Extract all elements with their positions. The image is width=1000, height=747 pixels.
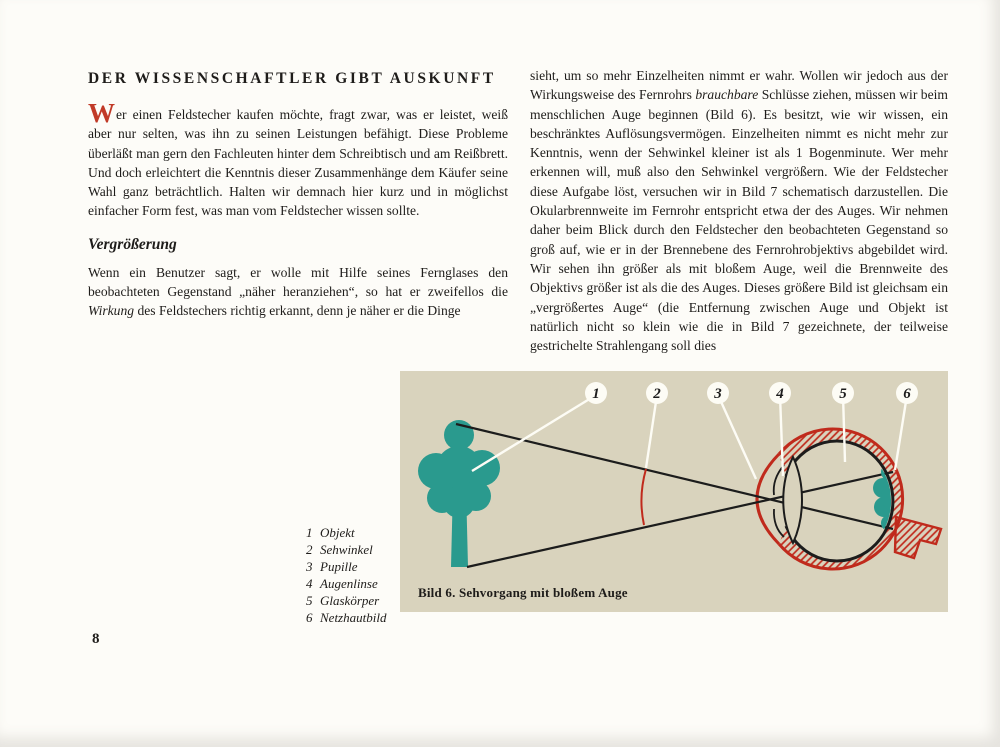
legend-item-label: Pupille — [320, 558, 358, 574]
drop-cap-initial: W — [88, 98, 116, 128]
legend-item — [306, 593, 386, 610]
right-column-seg1: sieht, um so mehr Einzelheiten nimmt er wahr. Wollen wir jedoch aus der Wirkungsweise des Fernrohrs — [530, 68, 948, 103]
callout-numbers — [592, 386, 911, 402]
legend-item-number: 6 — [306, 609, 313, 625]
left-column — [88, 70, 508, 321]
optic-nerve — [895, 517, 941, 558]
legend-item-label: Netzhautbild — [320, 609, 387, 625]
magnification-paragraph — [88, 263, 508, 321]
legend-item-number: 3 — [306, 558, 313, 574]
legend-item — [306, 525, 386, 542]
figure-bild6-panel — [400, 371, 948, 612]
visual-angle-arc — [641, 469, 646, 525]
callout-number-6: 6 — [903, 386, 911, 402]
legend-item-number: 2 — [306, 541, 313, 557]
subsection-heading-vergroesserung: Vergrößerung — [88, 235, 177, 253]
legend-item-label: Sehwinkel — [320, 541, 373, 557]
legend-item — [306, 576, 386, 593]
legend-item — [306, 559, 386, 576]
right-column — [530, 66, 948, 355]
right-column-paragraph — [530, 66, 948, 355]
legend-item-label: Objekt — [320, 525, 355, 540]
intro-paragraph-text: er einen Feldstecher kaufen möchte, fragt zwar, was er leistet, weiß aber nur selten, was ihn zu seinen Leistungen befähigt. Diese Probleme überläßt man gern den Fachleuten hinter dem Schreibtisch und am Reißbrett. Und doch erleichtert die Kenntnis dieser Zusammenhänge dem Käufer seine Wahl ganz beträchtlich. Halten wir demnach hier kurz und in möglichst einfacher Form fest, was man vom Feldstecher wissen sollte. — [88, 107, 508, 219]
magnification-paragraph-seg2: des Feldstechers richtig erkannt, denn je näher er die Dinge — [134, 303, 461, 319]
magnification-paragraph-italic: Wirkung — [88, 303, 135, 319]
legend-item-number: 1 — [306, 525, 313, 540]
page-number: 8 — [92, 631, 100, 647]
eye-diagram — [400, 371, 948, 612]
legend-item-number: 4 — [306, 575, 313, 591]
callout-circles — [585, 382, 918, 404]
legend-item-label: Glaskörper — [320, 592, 380, 608]
section-heading: DER WISSENSCHAFTLER GIBT AUSKUNFT — [88, 70, 496, 87]
legend-item — [306, 610, 386, 627]
intro-paragraph — [88, 98, 508, 221]
right-column-seg2: Schlüsse ziehen, müssen wir beim menschlichen Auge beginnen (Bild 6). Es besitzt, wie wir wissen, ein beschränktes Auflösungsvermögen. Einzelheiten nimmt es nicht mehr zur Kenntnis, wenn der Sehwinkel kleiner ist als 1 Bogenminute. Wer mehr erkennen will, muß also den Sehwinkel vergrößern. Wie der Feldstecher diese Aufgabe löst, versuchen wir in Bild 7 schematisch darzustellen. Die Okularbrennweite im Fernrohr entspricht etwa der des Auges. Wir nehmen daher beim Blick durch den Feldstecher den beobachteten Gegenstand so groß auf, wie er in der Brennebene des Fernrohrobjektivs abgebildet wird. Wir sehen ihn größer als mit bloßem Auge, weil die Brennweite des Objektivs größer ist als die des Auges. Dieses größere Bild ist gleichsam ein „vergrößertes Auge“ (die Entfernung zwischen Auge und Objekt ist natürlich nicht so klein wie die in Bild 7 gezeichnete, der teilweise gestrichelte Strahlengang soll dies — [530, 87, 948, 354]
callout-number-2: 2 — [653, 386, 661, 402]
magnification-paragraph-seg1: Wenn ein Benutzer sagt, er wolle mit Hilfe seines Fernglases den beobachteten Gegenstand „näher heranziehen“, so hat er zweifellos die — [88, 264, 508, 300]
right-column-italic: brauchbare — [695, 87, 759, 103]
legend-item — [306, 542, 386, 559]
legend-item-label: Augenlinse — [320, 575, 378, 591]
tree-graphic — [418, 420, 500, 567]
callout-number-5: 5 — [839, 386, 847, 402]
callout-number-4: 4 — [776, 386, 784, 402]
callout-number-3: 3 — [714, 386, 722, 402]
legend-item-number: 5 — [306, 592, 313, 608]
callout-number-1: 1 — [592, 386, 600, 402]
figure-caption: Bild 6. Sehvorgang mit bloßem Auge — [418, 585, 628, 600]
figure-legend — [306, 525, 386, 626]
